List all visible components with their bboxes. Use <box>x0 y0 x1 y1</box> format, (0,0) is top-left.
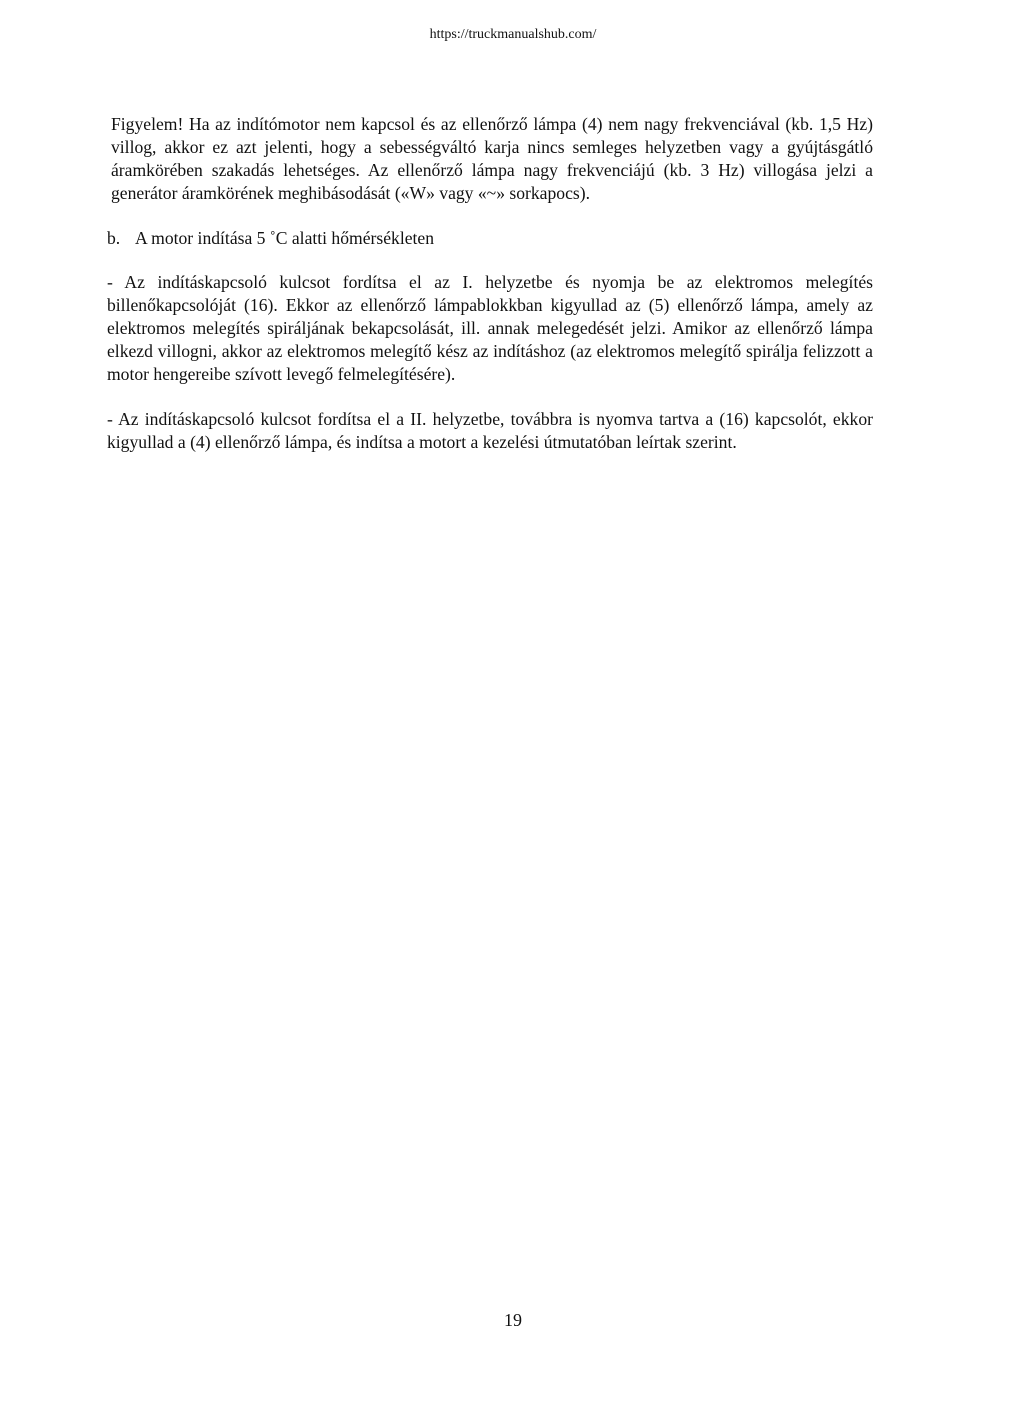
section-marker: b. <box>107 228 121 248</box>
step-paragraph-2: - Az indításkapcsoló kulcsot fordítsa el a II. helyzetbe, továbbra is nyomva tartva a (16) kapcsolót, ekkor kigyullad a (4) ellenőrző lámpa, és indítsa a motort a kezelési útmutatóban leírtak szerint. <box>107 409 873 452</box>
section-heading <box>107 227 873 250</box>
document-body <box>107 113 873 476</box>
warning-paragraph: Figyelem! Ha az indítómotor nem kapcsol és az ellenőrző lámpa (4) nem nagy frekvenciával (kb. 1,5 Hz) villog, akkor ez azt jelenti, hogy a sebességváltó karja nincs semleges helyzetben vagy a gyújtásgátló áramkörében szakadás lehetséges. Az ellenőrző lámpa nagy frekvenciájú (kb. 3 Hz) villogása jelzi a generátor áramkörének meghibásodását («W» vagy «~» sorkapocs). <box>111 114 873 203</box>
header-url: https://truckmanualshub.com/ <box>429 27 597 42</box>
page-number: 19 <box>504 1310 522 1330</box>
step-paragraph-1: - Az indításkapcsoló kulcsot fordítsa el az I. helyzetbe és nyomja be az elektromos melegítés billenőkapcsolóját (16). Ekkor az ellenőrző lámpablokkban kigyullad az (5) ellenőrző lámpa, amely az elektromos melegítés spiráljának bekapcsolását, ill. annak melegedését jelzi. Amikor az ellenőrző lámpa elkezd villogni, akkor az elektromos melegítő kész az indításhoz (az elektromos melegítő spirálja felizzott a motor hengereibe szívott levegő felmelegítésére). <box>107 272 873 384</box>
section-title: A motor indítása 5 ˚C alatti hőmérsékleten <box>135 228 435 248</box>
